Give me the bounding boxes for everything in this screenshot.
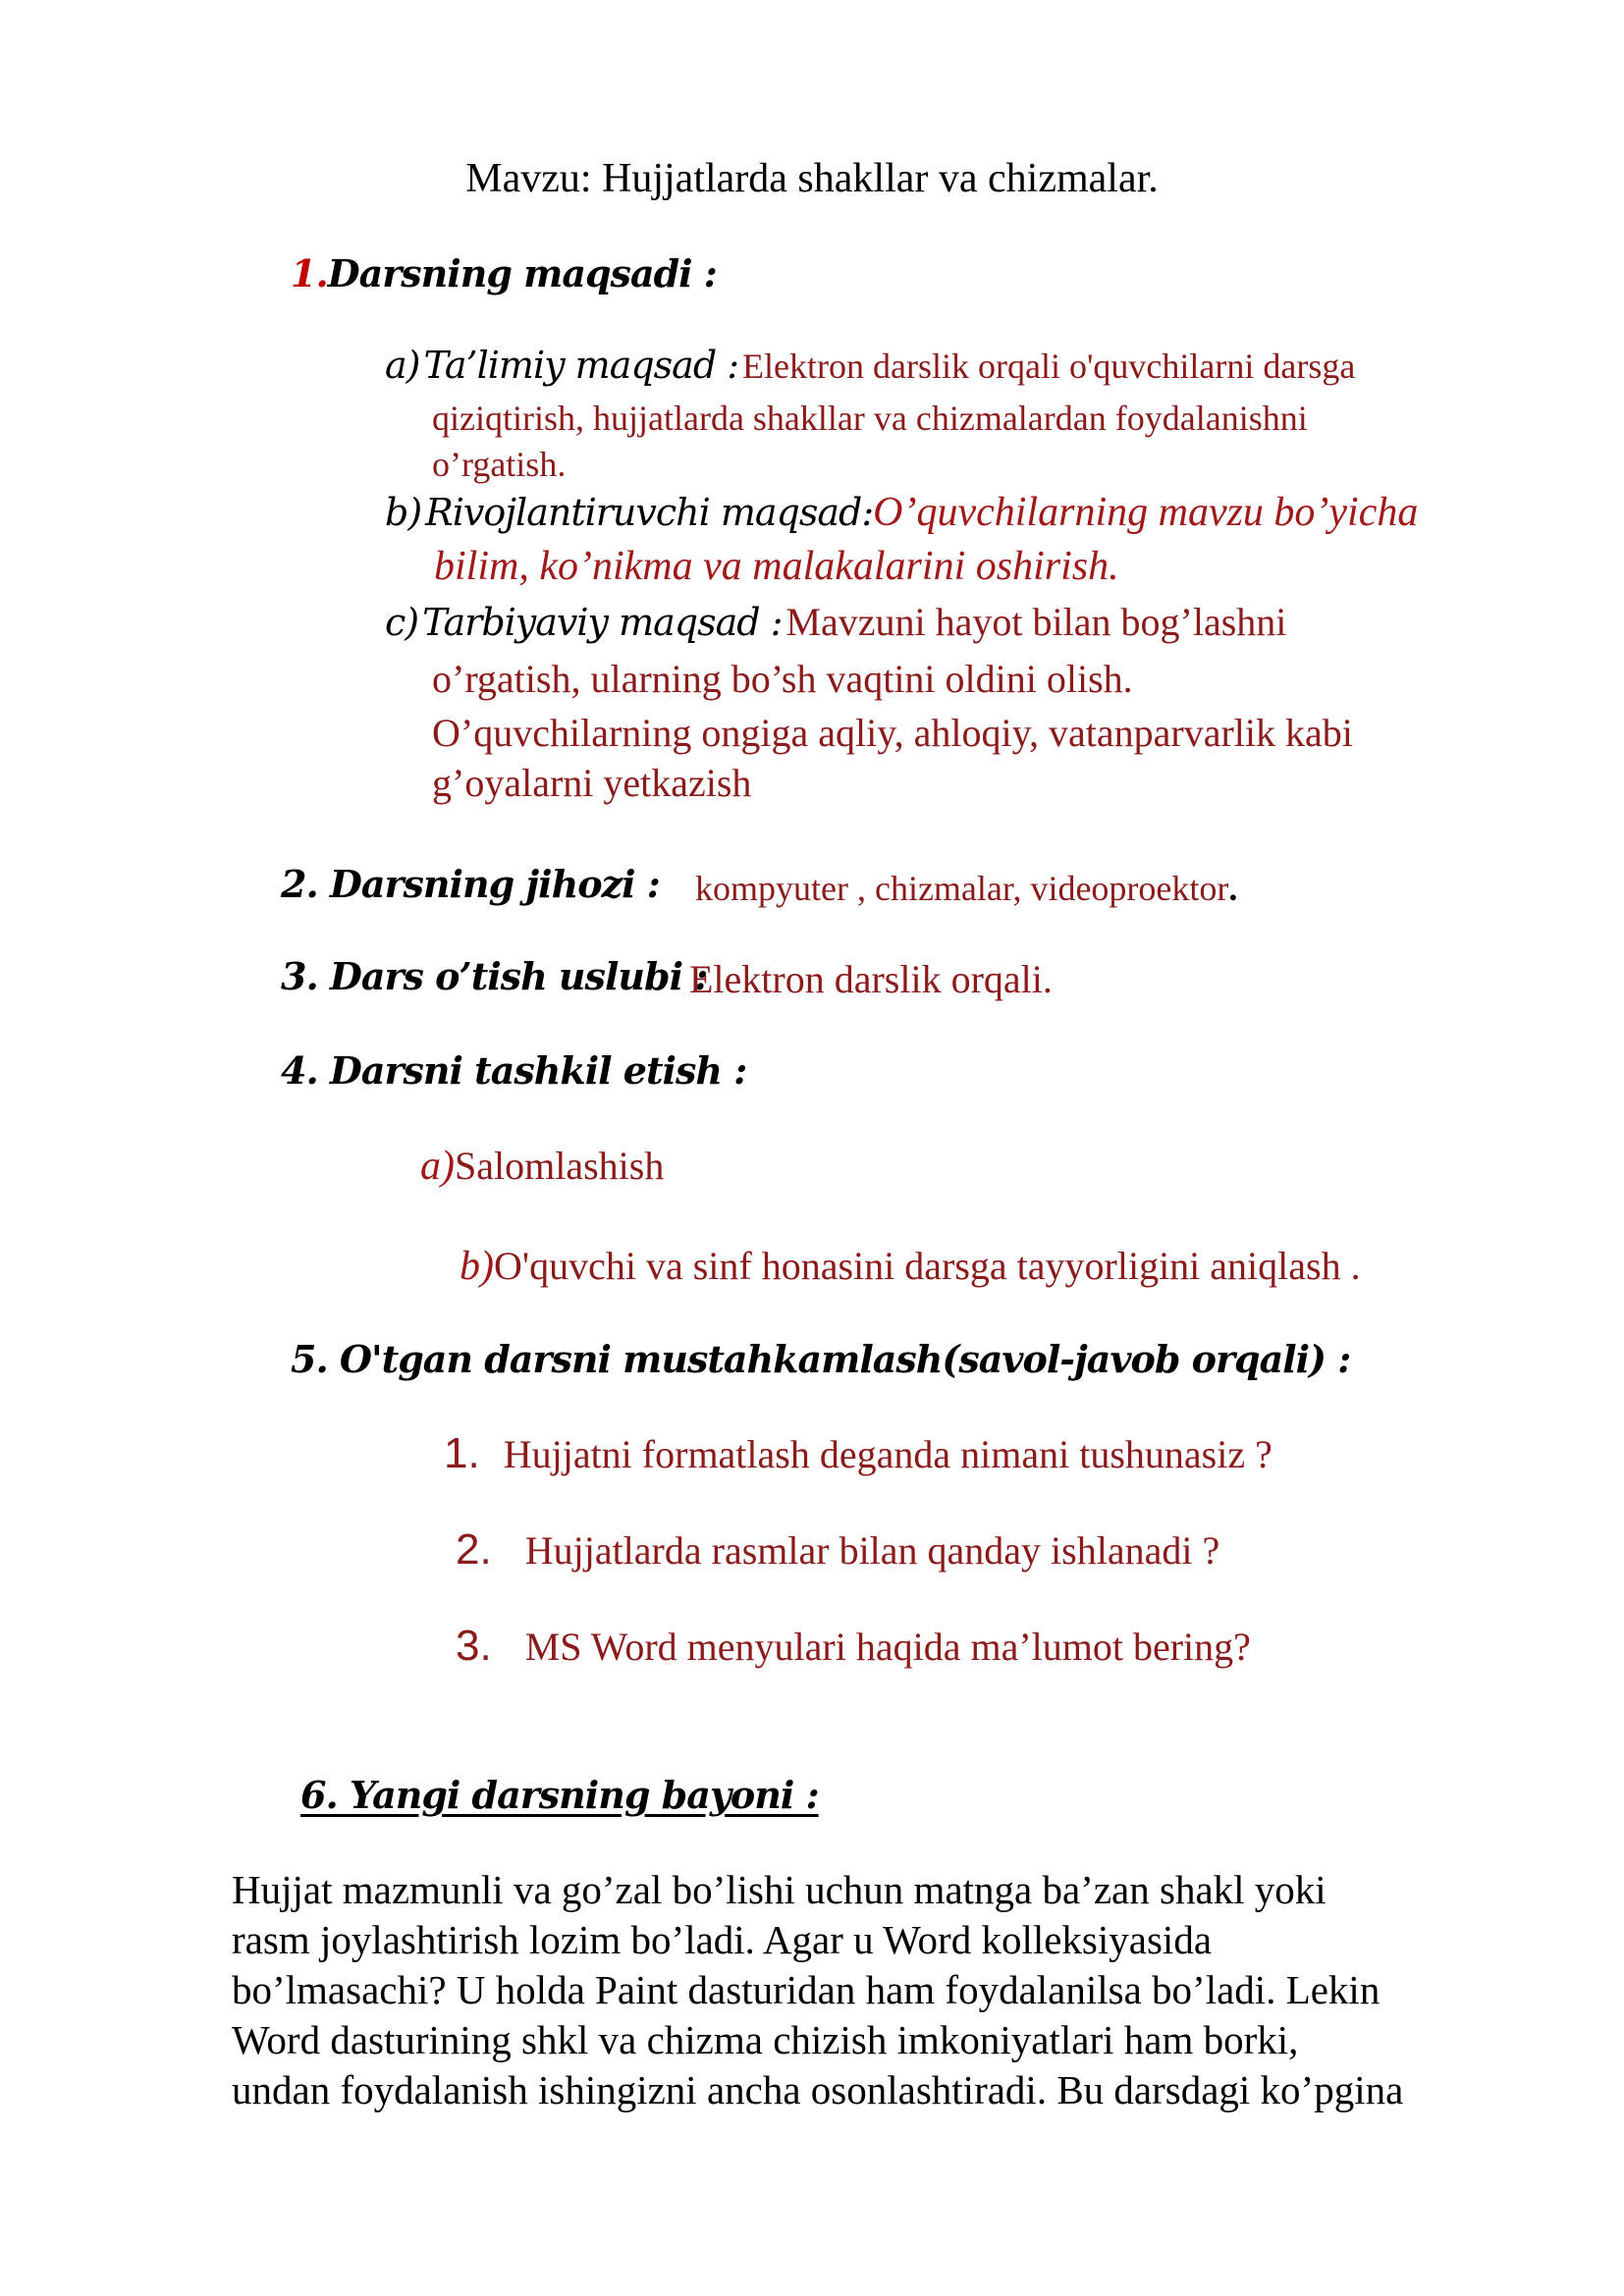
section-2-heading: 2. Darsning jihozi : (281, 862, 660, 906)
goal-a-text-2: qiziqtirish, hujjatlarda shakllar va chizmalardan foydalanishni (432, 399, 1308, 438)
section-6-title: 6. Yangi darsning bayoni : (300, 1773, 819, 1817)
question-2-number: 2. (456, 1525, 492, 1574)
paragraph-line: undan foydalanish ishingizni ancha osonlashtiradi. Bu darsdagi ko’pgina (232, 2067, 1404, 2112)
section-6-heading (300, 1773, 819, 1817)
question-3 (456, 1622, 1251, 1671)
goal-b-label: Rivojlantiruvchi maqsad: (425, 491, 874, 534)
org-a (420, 1143, 664, 1190)
goal-c-label: Tarbiyaviy maqsad : (422, 601, 783, 644)
equipment-list: kompyuter , chizmalar, videoproektor (695, 869, 1229, 908)
org-a-text: Salomlashish (455, 1144, 665, 1188)
section-5-heading: 5. O'tgan darsni mustahkamlash(savol-javob orqali) : (291, 1337, 1351, 1381)
lesson-paragraph (232, 1865, 1403, 2115)
goal-b (385, 489, 1418, 536)
goal-a-label: Ta’limiy maqsad : (423, 344, 739, 387)
equipment-period: . (1228, 869, 1238, 908)
paragraph-line: Word dasturining shkl va chizma chizish imkoniyatlari ham borki, (232, 2017, 1299, 2062)
section-1-number: 1. (291, 251, 328, 295)
paragraph-line: rasm joylashtirish lozim bo’ladi. Agar u Word kolleksiyasida (232, 1917, 1213, 1962)
goal-c-text-1: Mavzuni hayot bilan bog’lashni (785, 600, 1287, 644)
org-a-marker: a) (420, 1144, 455, 1189)
question-2 (456, 1525, 1219, 1575)
question-1 (444, 1429, 1272, 1478)
question-3-number: 3. (456, 1622, 492, 1670)
goal-c-text-4: g’oyalarni yetkazish (432, 761, 752, 805)
goal-c (385, 599, 1286, 645)
equipment-text (695, 868, 1237, 909)
org-b-marker: b) (460, 1244, 494, 1289)
paragraph-line: bo’lmasachi? U holda Paint dasturidan ham foydalanilsa bo’ladi. Lekin (232, 1967, 1380, 2012)
goal-c-marker: c) (385, 601, 419, 644)
section-1-title: Darsning maqsadi : (327, 251, 717, 295)
goal-b-text-1: O’quvchilarning mavzu bo’yicha (873, 490, 1419, 535)
method-text: Elektron darslik orqali. (689, 957, 1053, 1001)
goal-a-text-1: Elektron darslik orqali o'quvchilarni darsga (742, 347, 1356, 386)
question-1-number: 1. (444, 1429, 480, 1477)
goal-b-text-2: bilim, ko’nikma va malakalarini oshirish. (434, 544, 1119, 589)
goal-b-marker: b) (385, 491, 422, 534)
question-3-text: MS Word menyulari haqida ma’lumot bering? (524, 1625, 1251, 1669)
org-b (460, 1243, 1361, 1290)
page-title: Mavzu: Hujjatlarda shakllar va chizmalar. (465, 156, 1159, 201)
goal-a (385, 344, 1355, 387)
section-3-heading: 3. Dars o’tish uslubi : (281, 954, 708, 998)
org-b-text: O'quvchi va sinf honasini darsga tayyorligini aniqlash . (494, 1244, 1361, 1288)
section-1-heading (291, 251, 717, 295)
question-2-text: Hujjatlarda rasmlar bilan qanday ishlanadi ? (524, 1528, 1220, 1573)
goal-a-text-3: o’rgatish. (432, 445, 567, 484)
section-4-heading: 4. Darsni tashkil etish : (281, 1048, 747, 1093)
goal-c-text-3: O’quvchilarning ongiga aqliy, ahloqiy, vatanparvarlik kabi (432, 711, 1353, 755)
paragraph-line: Hujjat mazmunli va go’zal bo’lishi uchun matnga ba’zan shakl yoki (232, 1867, 1326, 1912)
goal-a-marker: a) (385, 344, 420, 387)
question-1-text: Hujjatni formatlash deganda nimani tushunasiz ? (503, 1432, 1272, 1476)
goal-c-text-2: o’rgatish, ularning bo’sh vaqtini oldini olish. (432, 657, 1133, 701)
